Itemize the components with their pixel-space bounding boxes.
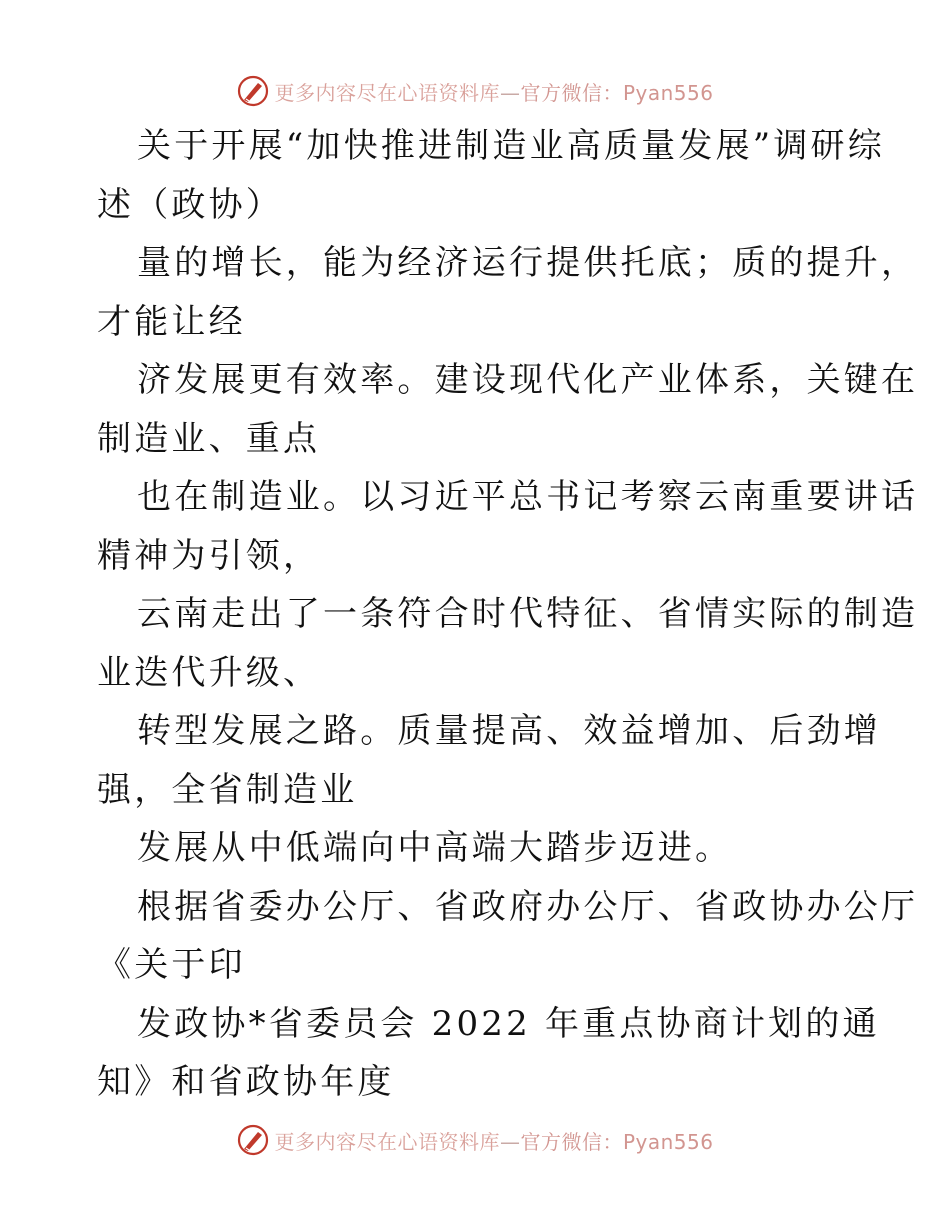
doc-line: 知》和省政协年度 (97, 1062, 395, 1102)
banner-wechat-text: 官方微信：Pyan556 (520, 80, 714, 105)
doc-line: 根据省委办公厅、省政府办公厅、省政协办公厅 (137, 886, 919, 927)
doc-line: 《关于印 (97, 945, 246, 985)
doc-line: 业迭代升级、 (97, 652, 321, 693)
banner-wechat-text: 官方微信：Pyan556 (520, 1129, 714, 1154)
doc-line: 发展从中低端向中高端大踏步迈进。 (137, 828, 733, 868)
doc-line: 也在制造业。以习近平总书记考察云南重要讲话 (137, 477, 919, 517)
footer-watermark-banner (0, 1120, 950, 1160)
doc-line: 才能让经 (97, 301, 246, 342)
doc-line: 量的增长，能为经济运行提供托底；质的提升， (137, 243, 919, 283)
quill-pen-logo-icon (236, 74, 270, 108)
doc-line: 关于开展“加快推进制造业高质量发展”调研综 (137, 126, 885, 166)
doc-line: 制造业、重点 (97, 418, 321, 459)
document-body (97, 117, 919, 1112)
banner-main-text: 更多内容尽在心语资料库 (274, 80, 500, 105)
doc-line: 发政协*省委员会 2022 年重点协商计划的通 (137, 1003, 880, 1044)
banner-text (274, 1126, 713, 1155)
banner-separator: — (499, 80, 521, 105)
doc-line: 云南走出了一条符合时代特征、省情实际的制造 (137, 594, 919, 634)
doc-line: 述（政协） (97, 184, 283, 225)
doc-line: 精神为引领， (97, 535, 321, 576)
banner-text (274, 77, 713, 106)
doc-line: 强，全省制造业 (97, 769, 358, 810)
header-watermark-banner (0, 71, 950, 111)
quill-pen-logo-icon (236, 1123, 270, 1157)
banner-main-text: 更多内容尽在心语资料库 (274, 1129, 500, 1154)
doc-line: 转型发展之路。质量提高、效益增加、后劲增 (137, 711, 881, 751)
doc-line: 济发展更有效率。建设现代化产业体系，关键在 (137, 360, 919, 400)
banner-separator: — (499, 1129, 521, 1154)
